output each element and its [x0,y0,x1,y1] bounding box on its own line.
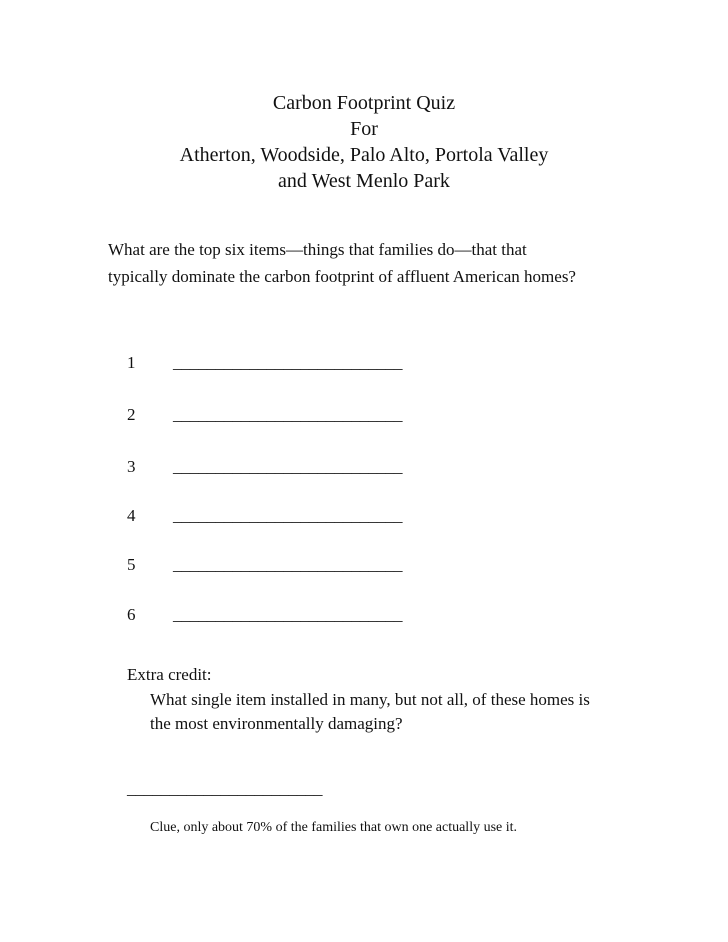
answer-line-2[interactable] [127,404,403,426]
extra-credit-label: Extra credit: [127,665,212,684]
answer-blank[interactable]: ___________________________ [173,506,403,525]
answer-line-4[interactable] [127,505,403,527]
answer-blank[interactable]: ___________________________ [173,457,403,476]
answer-number: 4 [127,506,136,525]
title-line-1: Carbon Footprint Quiz [272,92,456,114]
extra-credit-question: What single item installed in many, but not all, of these homes is the most environmentally damaging? [150,690,590,733]
answer-blank[interactable]: ___________________________ [173,555,403,574]
document-title [0,90,728,194]
title-line-3: Atherton, Woodside, Palo Alto, Portola Valley [179,144,549,166]
answer-number: 5 [127,555,136,574]
answer-line-3[interactable] [127,456,403,478]
main-question: What are the top six items—things that families do—that that typically dominate the carbon footprint of affluent American homes? [108,240,576,286]
answer-line-5[interactable] [127,554,403,576]
extra-credit-clue: Clue, only about 70% of the families that own one actually use it. [150,820,518,835]
answer-number: 1 [127,353,136,372]
title-line-2: For [350,118,378,140]
answer-number: 6 [127,605,136,624]
answer-number: 3 [127,457,136,476]
extra-credit-answer-blank[interactable]: _______________________ [127,779,323,798]
answer-line-6[interactable] [127,604,403,626]
answer-blank[interactable]: ___________________________ [173,405,403,424]
answer-blank[interactable]: ___________________________ [173,353,403,372]
answer-number: 2 [127,405,136,424]
title-line-4: and West Menlo Park [278,170,450,192]
answer-blank[interactable]: ___________________________ [173,605,403,624]
answer-line-1[interactable] [127,352,403,374]
